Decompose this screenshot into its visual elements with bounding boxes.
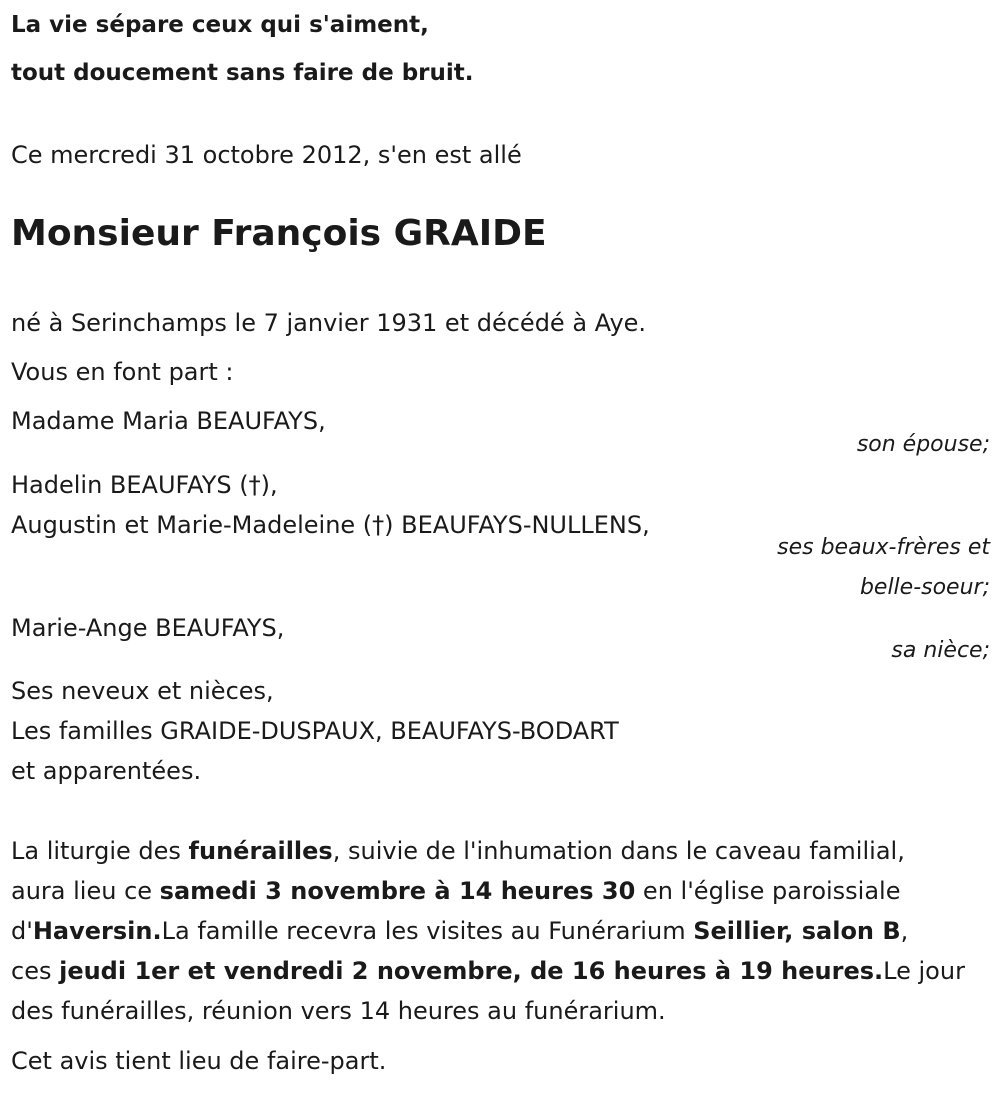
funeral-text: La famille recevra les visites au Funérarium (161, 917, 694, 945)
funeral-text: aura lieu ce (11, 877, 160, 905)
funeral-text: Le jour (883, 957, 965, 985)
intro-text: Ce mercredi 31 octobre 2012, s'en est allé (11, 141, 522, 169)
inlaws-role-line-1: ses beaux-frères et (777, 535, 990, 560)
birth-death-text: né à Serinchamps le 7 janvier 1931 et décédé à Aye. (11, 309, 647, 337)
niece-role: sa nièce; (891, 638, 990, 663)
funeral-place: Haversin. (32, 917, 162, 945)
quote-line-1: La vie sépare ceux qui s'aiment, (11, 12, 429, 38)
funeral-line-3 (11, 919, 908, 943)
inlaw-name-2: Augustin et Marie-Madeleine (†) BEAUFAYS-NULLENS, (11, 511, 650, 539)
funeral-text: ces (11, 957, 60, 985)
spouse-name: Madame Maria BEAUFAYS, (11, 407, 326, 435)
funeral-line-1 (11, 839, 905, 863)
funeral-line-2 (11, 879, 900, 903)
inlaw-name-1: Hadelin BEAUFAYS (†), (11, 471, 278, 499)
funeral-text: en l'église paroissiale (635, 877, 901, 905)
announce-text: Vous en font part : (11, 358, 234, 386)
quote-line-2: tout doucement sans faire de bruit. (11, 60, 474, 86)
funeral-text: La liturgie des (11, 837, 189, 865)
niece-name: Marie-Ange BEAUFAYS, (11, 614, 285, 642)
inlaws-role-line-2: belle-soeur; (859, 575, 990, 600)
others-line-2: Les familles GRAIDE-DUSPAUX, BEAUFAYS-BODART (11, 717, 619, 745)
spouse-role: son épouse; (856, 432, 990, 457)
others-line-3: et apparentées. (11, 757, 202, 785)
visit-dates: jeudi 1er et vendredi 2 novembre, de 16 heures à 19 heures. (59, 957, 884, 985)
closing-text: Cet avis tient lieu de faire-part. (11, 1047, 387, 1075)
others-line-1: Ses neveux et nièces, (11, 677, 274, 705)
funeral-line-4 (11, 959, 965, 983)
funeral-text: d' (11, 917, 33, 945)
funeral-date: samedi 3 novembre à 14 heures 30 (159, 877, 636, 905)
funeral-text: , suivie de l'inhumation dans le caveau familial, (332, 837, 905, 865)
deceased-name: Monsieur François GRAIDE (11, 213, 547, 254)
funeral-keyword: funérailles (188, 837, 333, 865)
funeral-line-5: des funérailles, réunion vers 14 heures au funérarium. (11, 997, 666, 1025)
funeral-text: , (900, 917, 909, 945)
funerarium-name: Seillier, salon B (693, 917, 901, 945)
